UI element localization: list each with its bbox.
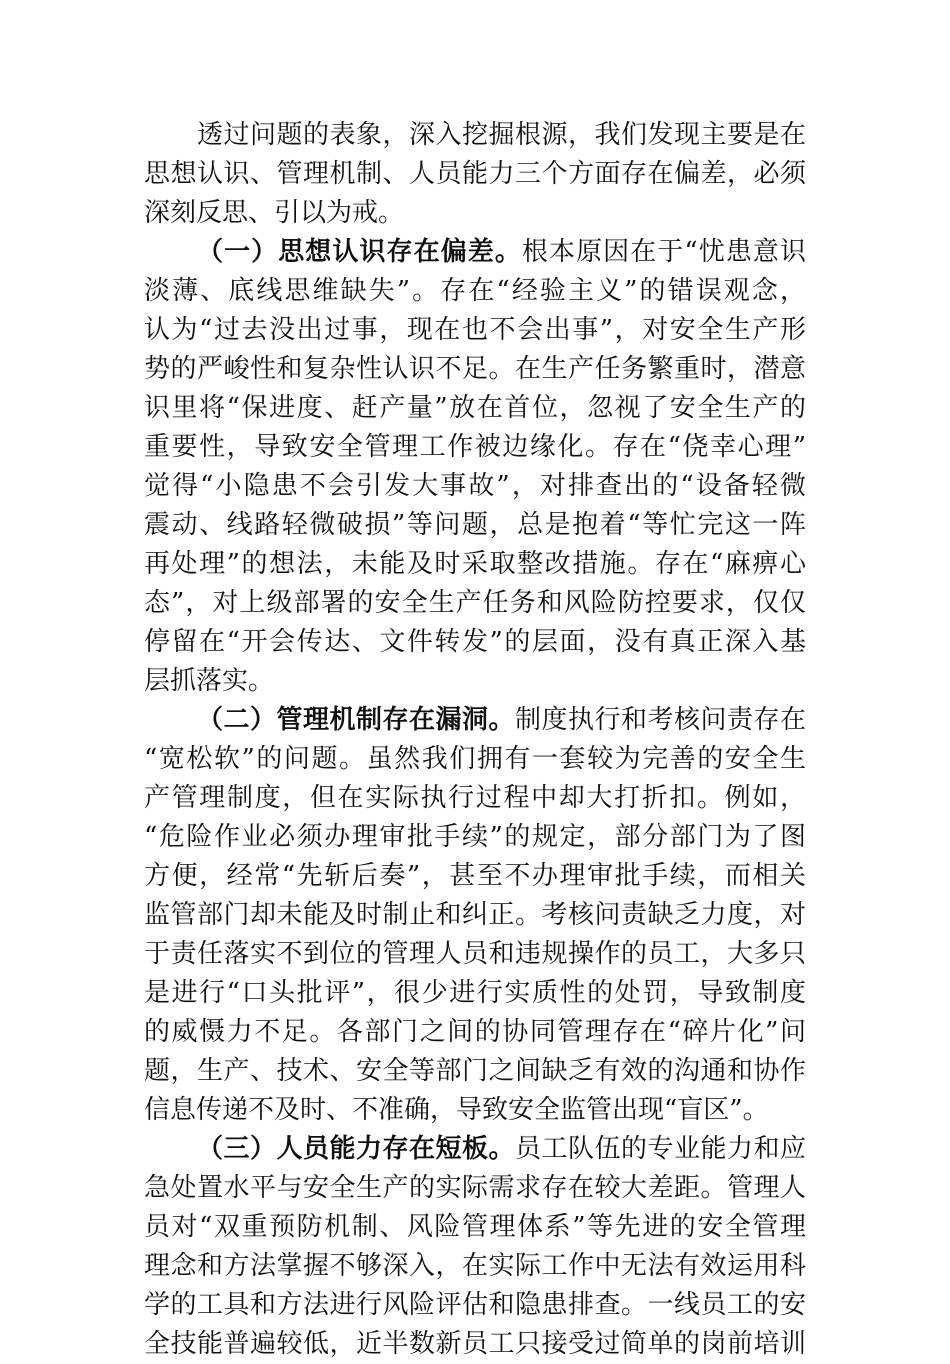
line-text: 制度执行和考核问责存在 bbox=[514, 705, 806, 735]
text-line bbox=[144, 1208, 806, 1247]
text-line bbox=[144, 857, 806, 896]
line-text: 再处理”的想法，未能及时采取整改措施。存在“麻痹心 bbox=[144, 549, 806, 579]
section-heading: （二）管理机制存在漏洞。 bbox=[197, 705, 515, 735]
line-text: “宽松软”的问题。虽然我们拥有一套较为完善的安全生 bbox=[144, 744, 806, 774]
line-text: 产管理制度，但在实际执行过程中却大打折扣。例如， bbox=[144, 783, 806, 813]
line-text: 淡薄、底线思维缺失”。存在“经验主义”的错误观念， bbox=[144, 276, 806, 306]
text-line bbox=[144, 467, 806, 506]
line-text: 是进行“口头批评”，很少进行实质性的处罚，导致制度 bbox=[144, 978, 806, 1008]
section-heading: （三）人员能力存在短板。 bbox=[197, 1134, 515, 1164]
line-text: 根本原因在于“忧患意识 bbox=[521, 237, 806, 267]
text-line bbox=[144, 1247, 806, 1286]
line-text: 学的工具和方法进行风险评估和隐患排查。一线员工的安 bbox=[144, 1290, 806, 1320]
text-line bbox=[144, 233, 806, 272]
text-line bbox=[144, 272, 806, 311]
text-line bbox=[144, 194, 806, 233]
line-text: 方便，经常“先斩后奏”，甚至不办理审批手续，而相关 bbox=[144, 861, 806, 891]
text-line bbox=[144, 1091, 806, 1130]
text-line bbox=[144, 116, 806, 155]
text-line bbox=[144, 662, 806, 701]
line-text: 震动、线路轻微破损”等问题，总是抱着“等忙完这一阵 bbox=[144, 510, 806, 540]
text-line bbox=[144, 974, 806, 1013]
paragraph bbox=[144, 233, 806, 701]
line-text: 深刻反思、引以为戒。 bbox=[144, 198, 405, 228]
line-text: 的威慑力不足。各部门之间的协同管理存在“碎片化”问 bbox=[144, 1017, 806, 1047]
text-line bbox=[144, 623, 806, 662]
text-line bbox=[144, 935, 806, 974]
line-text: 于责任落实不到位的管理人员和违规操作的员工，大多只 bbox=[144, 939, 806, 969]
text-line bbox=[144, 350, 806, 389]
line-text: 监管部门却未能及时制止和纠正。考核问责缺乏力度，对 bbox=[144, 900, 806, 930]
paragraph bbox=[144, 1130, 806, 1364]
text-line bbox=[144, 1013, 806, 1052]
text-line bbox=[144, 545, 806, 584]
line-text: 员对“双重预防机制、风险管理体系”等先进的安全管理 bbox=[144, 1212, 806, 1242]
text-line bbox=[144, 506, 806, 545]
line-text: 题，生产、技术、安全等部门之间缺乏有效的沟通和协作 bbox=[144, 1056, 806, 1086]
line-text: 态”，对上级部署的安全生产任务和风险防控要求，仅仅 bbox=[144, 588, 806, 618]
line-text: 全技能普遍较低，近半数新员工只接受过简单的岗前培训 bbox=[144, 1329, 806, 1359]
paragraph bbox=[144, 116, 806, 233]
text-line bbox=[144, 1052, 806, 1091]
line-text: 员工队伍的专业能力和应 bbox=[514, 1134, 806, 1164]
line-text: 急处置水平与安全生产的实际需求存在较大差距。管理人 bbox=[144, 1173, 806, 1203]
text-line bbox=[144, 1286, 806, 1325]
line-text: 层抓落实。 bbox=[144, 666, 275, 696]
line-text: “危险作业必须办理审批手续”的规定，部分部门为了图 bbox=[144, 822, 806, 852]
text-line bbox=[144, 740, 806, 779]
text-line bbox=[144, 1130, 806, 1169]
section-heading: （一）思想认识存在偏差。 bbox=[197, 237, 522, 267]
text-line bbox=[144, 701, 806, 740]
line-text: 重要性，导致安全管理工作被边缘化。存在“侥幸心理” bbox=[144, 432, 806, 462]
line-text: 停留在“开会传达、文件转发”的层面，没有真正深入基 bbox=[144, 627, 806, 657]
text-line bbox=[144, 428, 806, 467]
line-text: 信息传递不及时、不准确，导致安全监管出现“盲区”。 bbox=[144, 1095, 769, 1125]
line-text: 思想认识、管理机制、人员能力三个方面存在偏差，必须 bbox=[144, 159, 806, 189]
text-line bbox=[144, 1325, 806, 1364]
document-page bbox=[144, 116, 806, 1364]
line-text: 势的严峻性和复杂性认识不足。在生产任务繁重时，潜意 bbox=[144, 354, 806, 384]
line-text: 理念和方法掌握不够深入，在实际工作中无法有效运用科 bbox=[144, 1251, 806, 1281]
text-line bbox=[144, 1169, 806, 1208]
line-text: 觉得“小隐患不会引发大事故”，对排查出的“设备轻微 bbox=[144, 471, 806, 501]
text-line bbox=[144, 584, 806, 623]
text-line bbox=[144, 389, 806, 428]
text-line bbox=[144, 779, 806, 818]
line-text: 透过问题的表象，深入挖掘根源，我们发现主要是在 bbox=[197, 120, 806, 150]
text-line bbox=[144, 311, 806, 350]
text-line bbox=[144, 818, 806, 857]
text-line bbox=[144, 896, 806, 935]
line-text: 识里将“保进度、赶产量”放在首位，忽视了安全生产的 bbox=[144, 393, 806, 423]
line-text: 认为“过去没出过事，现在也不会出事”，对安全生产形 bbox=[144, 315, 806, 345]
text-line bbox=[144, 155, 806, 194]
paragraph bbox=[144, 701, 806, 1130]
